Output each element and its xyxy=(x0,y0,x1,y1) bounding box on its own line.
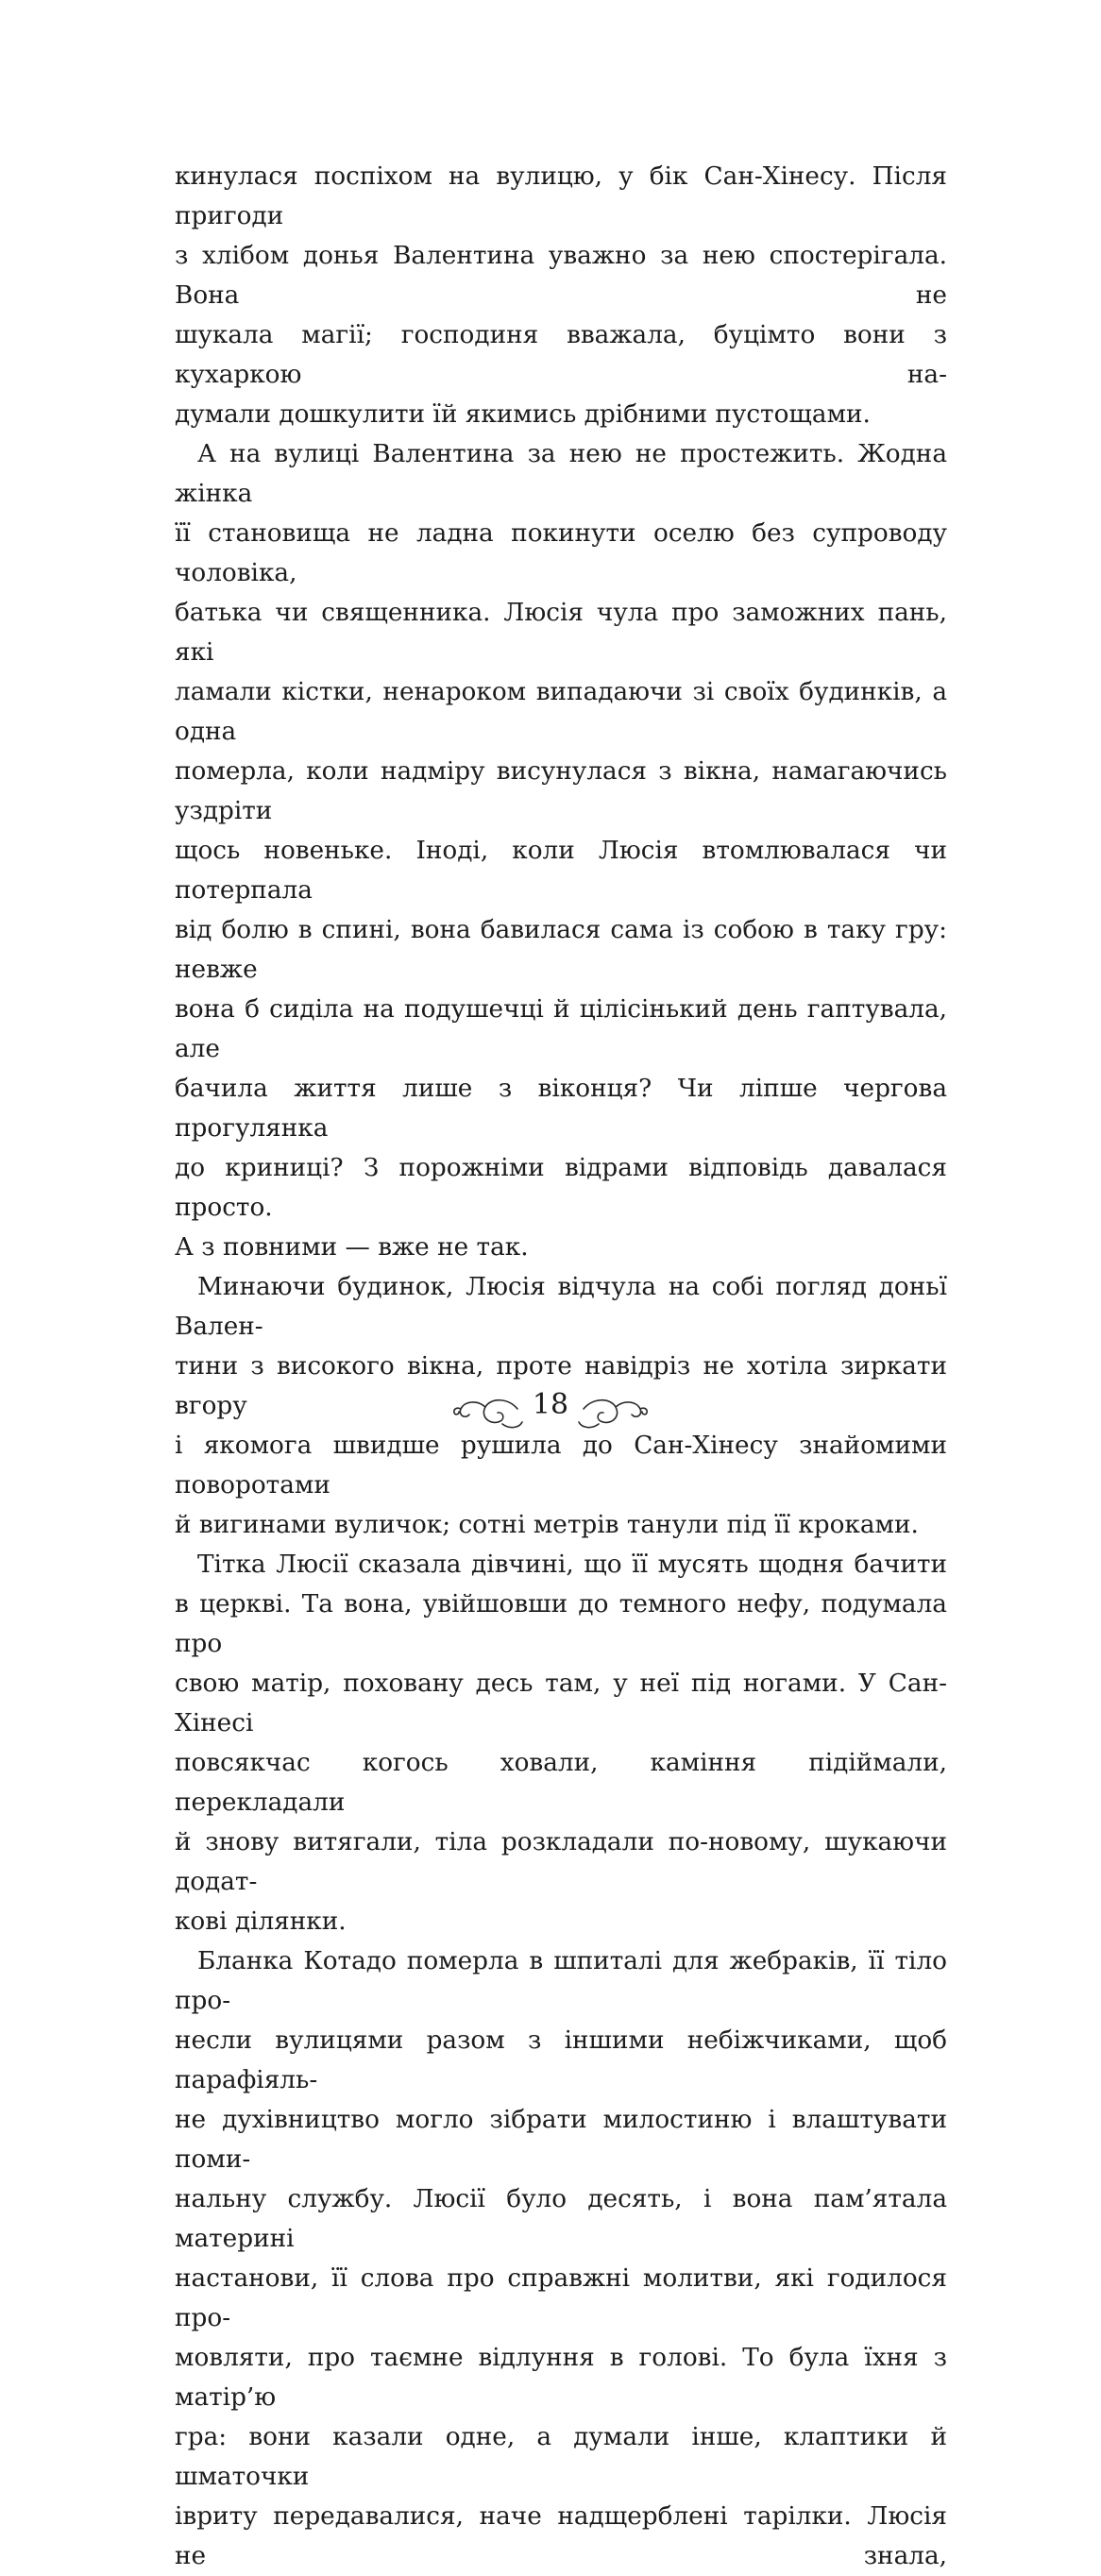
text-line: і якомога швидше рушила до Сан-Хінесу знайомими поворотами xyxy=(175,1432,947,1500)
text-line: тини з високого вікна, проте навідріз не хотіла зиркати вгору xyxy=(175,1352,947,1420)
text-line: й вигинами вуличок; сотні метрів танули під її кроками. xyxy=(175,1511,919,1539)
text-line: ламали кістки, ненароком випадаючи зі своїх будинків, а одна xyxy=(175,678,947,746)
text-line: вона б сиділа на подушечці й цілісінький день гаптувала, але xyxy=(175,995,947,1063)
text-line: повсякчас когось ховали, каміння підіймали, перекладали xyxy=(175,1749,947,1817)
text-line: мовляти, про таємне відлуння в голові. То була їхня з матір’ю xyxy=(175,2344,947,2412)
text-line: Тітка Люсії сказала дівчині, що її мусять щодня бачити xyxy=(197,1551,947,1579)
text-line: Минаючи будинок, Люсія відчула на собі погляд доньї Вален- xyxy=(175,1273,947,1341)
right-flourish-icon xyxy=(579,1400,647,1428)
text-line: думали дошкулити їй якимись дрібними пустощами. xyxy=(175,400,871,429)
text-line: настанови, її слова про справжні молитви, які годилося про- xyxy=(175,2264,947,2332)
text-line: нальну службу. Люсії було десять, і вона пам’ятала материні xyxy=(175,2185,947,2253)
text-line: до криниці? З порожніми відрами відповідь давалася просто. xyxy=(175,1154,947,1222)
text-line: в церкві. Та вона, увійшовши до темного нефу, подумала про xyxy=(175,1590,947,1658)
text-line: свою матір, поховану десь там, у неї під ногами. У Сан-Хінесі xyxy=(175,1669,947,1737)
text-line: батька чи священника. Люсія чула про заможних пань, які xyxy=(175,599,947,667)
text-line: А на вулиці Валентина за нею не простежить. Жодна жінка xyxy=(175,440,947,508)
page-number: 18 xyxy=(532,1388,569,1421)
text-line: івриту передавалися, наче надщерблені тарілки. Люсія не знала, xyxy=(175,2502,947,2570)
text-line: щось новеньке. Іноді, коли Люсія втомлювалася чи потерпала xyxy=(175,837,947,905)
text-line: не духівництво могло зібрати милостиню і влаштувати поми- xyxy=(175,2106,947,2174)
text-line: кові ділянки. xyxy=(175,1907,347,1936)
text-line: її становища не ладна покинути оселю без супроводу чоловіка, xyxy=(175,519,947,587)
text-line: гра: вони казали одне, а думали інше, клаптики й шматочки xyxy=(175,2423,947,2491)
text-line: померла, коли надміру висунулася з вікна, намагаючись уздріти xyxy=(175,757,947,825)
text-line: несли вулицями разом з іншими небіжчиками, щоб парафіяль- xyxy=(175,2026,947,2094)
text-line: шукала магії; господиня вважала, буцімто вони з кухаркою на- xyxy=(175,321,947,389)
text-line: від болю в спині, вона бавилася сама із собою в таку гру: невже xyxy=(175,916,947,984)
text-line: кинулася поспіхом на вулицю, у бік Сан-Хінесу. Після пригоди xyxy=(175,162,947,230)
page-folio xyxy=(0,1386,1101,1443)
left-flourish-icon xyxy=(454,1400,522,1428)
text-line: бачила життя лише з віконця? Чи ліпше чергова прогулянка xyxy=(175,1075,947,1143)
text-line: й знову витягали, тіла розкладали по-новому, шукаючи додат- xyxy=(175,1828,947,1896)
text-line: Бланка Котадо померла в шпиталі для жебраків, її тіло про- xyxy=(175,1947,947,2015)
text-line: А з повними — вже не так. xyxy=(175,1233,529,1262)
body-text xyxy=(175,157,947,2576)
text-line: з хлібом донья Валентина уважно за нею спостерігала. Вона не xyxy=(175,242,947,310)
